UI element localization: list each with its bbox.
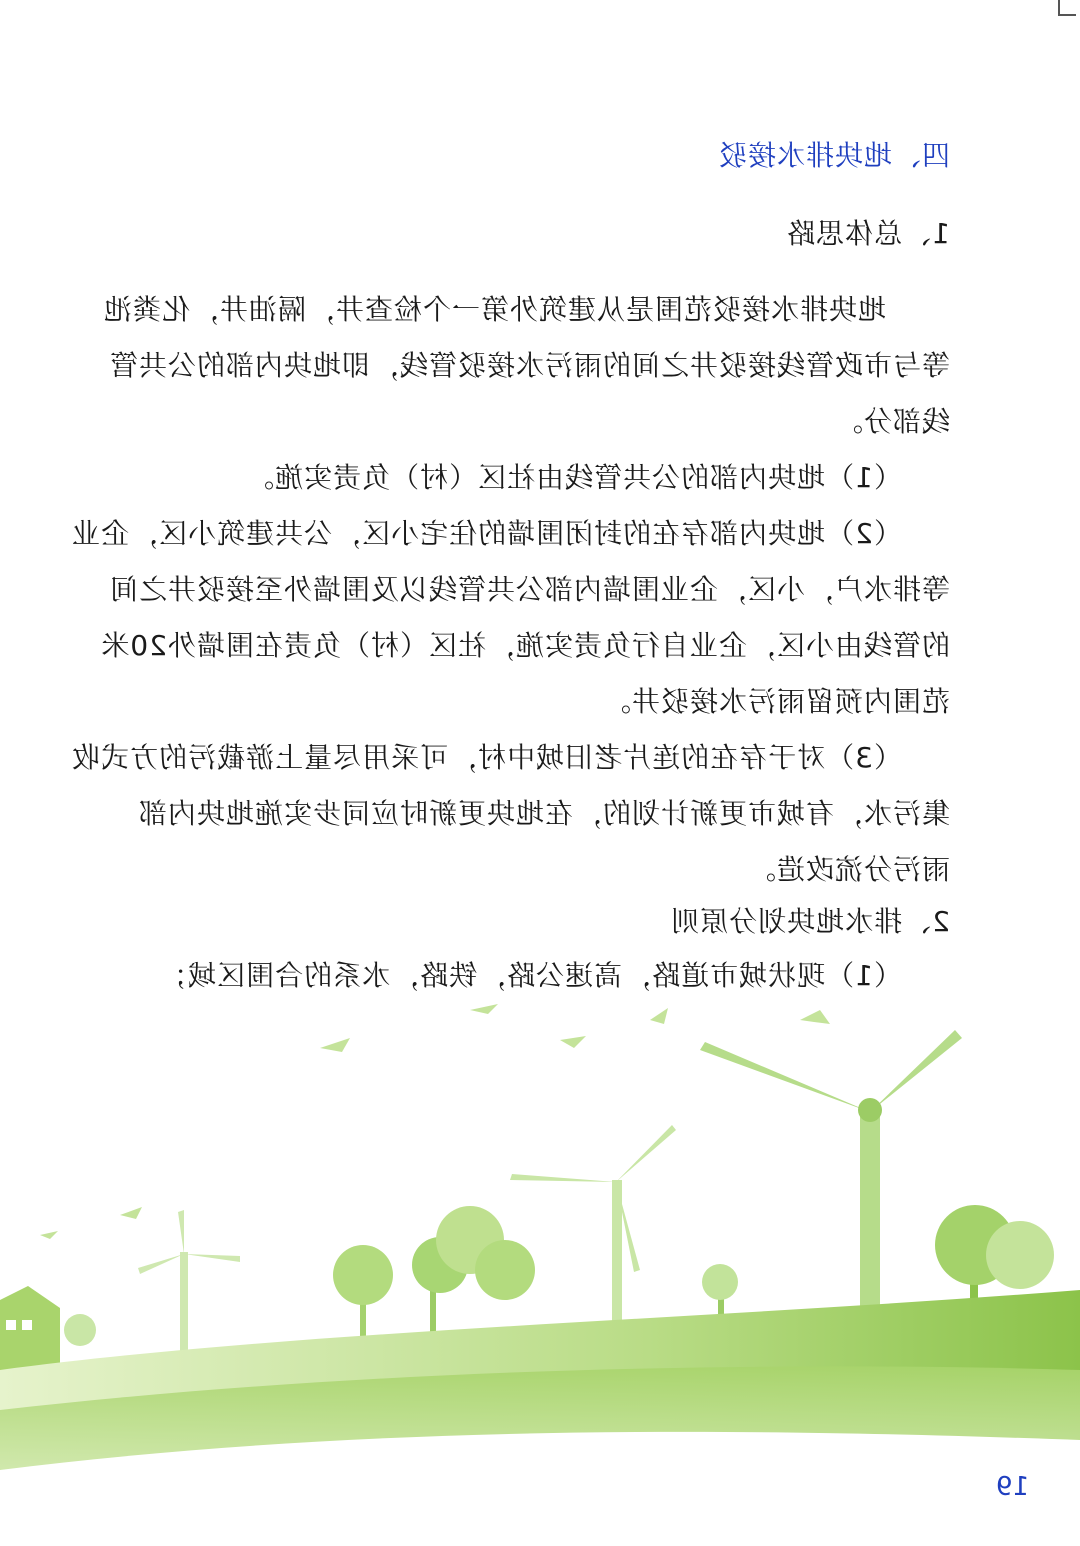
- paragraph-line: 等与市政管线接驳井之间的雨污水接驳管线，即地块内部的公共管: [108, 349, 950, 382]
- paragraph-line: （1）地块内部的公共管线由社区（村）负责实施。: [245, 461, 902, 494]
- paragraph-line: （1）现状城市道路，高速公路，铁路，水系的合围区域；: [158, 959, 902, 992]
- wind-turbine-landscape-illustration: [0, 990, 1080, 1546]
- bird-icon: [40, 1004, 830, 1239]
- subheading-overall-idea: 1、总体思路: [786, 217, 950, 250]
- paragraph-line: （3）对于存在的连片老旧城中村，可采用尽量上游截污的方式收: [71, 741, 902, 774]
- paragraph-line: 地块排水接驳范围是从建筑外第一个检查井，隔油井，化粪池: [102, 293, 886, 326]
- wind-turbine-small: [138, 1210, 240, 1352]
- wind-turbine-medium: [510, 1125, 676, 1350]
- section-heading: 四、地块排水接驳: [717, 139, 950, 172]
- paragraph-line: 范围内预留雨污水接驳井。: [601, 685, 950, 718]
- paragraph-line: 等排水户，小区，企业围墙内部公共管线以及围墙外至接驳井之间: [108, 573, 950, 606]
- paragraph-line: 线部分。: [833, 405, 950, 438]
- paragraph-line: 集污水，有城市更新计划的，在地块更新时应同步实施地块内部: [137, 797, 950, 830]
- subheading-division-principle: 2、排水地块划分原则: [670, 905, 950, 938]
- paragraph-line: 雨污分流改造。: [746, 853, 950, 886]
- page-number: 19: [996, 1472, 1030, 1502]
- paragraph-line: 的管线由小区，企业自行负责实施，社区（村）负责在围墙外20米: [100, 629, 950, 662]
- paragraph-line: （2）地块内部存在的封闭围墙的住宅小区，公共建筑小区，企业: [71, 517, 902, 550]
